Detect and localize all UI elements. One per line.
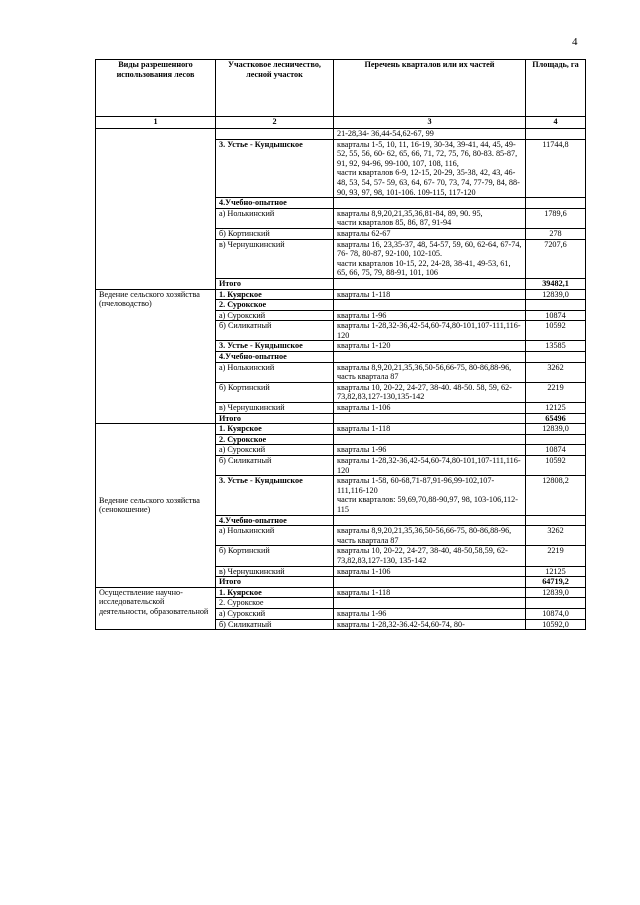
area-cell: 7207,6 [526, 239, 586, 278]
area-cell: 3262 [526, 526, 586, 546]
forestry-cell [216, 129, 334, 140]
area-cell: 12839,0 [526, 289, 586, 300]
forestry-cell: в) Чернушкинский [216, 566, 334, 577]
area-cell: 12808,2 [526, 476, 586, 515]
quarters-cell: кварталы 1-96 [334, 310, 526, 321]
area-cell: 10874 [526, 310, 586, 321]
area-cell: 2219 [526, 546, 586, 566]
quarters-cell: 21-28,34- 36,44-54,62-67, 99 [334, 129, 526, 140]
area-cell: 10592,0 [526, 619, 586, 630]
forestry-cell: а) Нолькинский [216, 526, 334, 546]
quarters-cell [334, 598, 526, 609]
quarters-cell: кварталы 1-58, 60-68,71-87,91-96,99-102,107-111,116-120 части кварталов: 59,69,70,88-90,97, 98, 103-106,112-115 [334, 476, 526, 515]
quarters-cell: кварталы 10, 20-22, 24-27, 38-40. 48-50. 58, 59, 62-73,82,83,127-130,135-142 [334, 382, 526, 402]
area-cell: 11744,8 [526, 139, 586, 198]
quarters-cell [334, 434, 526, 445]
column-number: 1 [96, 117, 216, 129]
quarters-cell: кварталы 1-28,32-36.42-54,60-74, 80- [334, 619, 526, 630]
quarters-cell: кварталы 1-120 [334, 341, 526, 352]
area-cell [526, 598, 586, 609]
area-cell: 10592 [526, 456, 586, 476]
forestry-cell: б) Кортинский [216, 382, 334, 402]
forestry-cell: 4.Учебно-опытное [216, 515, 334, 526]
table-row [96, 129, 586, 140]
use-type-cell [96, 129, 216, 290]
area-cell [526, 300, 586, 311]
forestry-cell: а) Нолькинский [216, 208, 334, 228]
forestry-cell: а) Нолькинский [216, 362, 334, 382]
quarters-cell: кварталы 8,9,20,21,35,36,50-56,66-75, 80-86,88-96, часть квартала 87 [334, 362, 526, 382]
area-cell: 12839,0 [526, 587, 586, 598]
area-cell: 10592 [526, 321, 586, 341]
area-cell: 13585 [526, 341, 586, 352]
page-number: 4 [572, 36, 578, 48]
forestry-cell: 1. Куярское [216, 587, 334, 598]
table-row [96, 289, 586, 300]
forestry-cell: б) Силикатный [216, 619, 334, 630]
forestry-cell: 1. Куярское [216, 424, 334, 435]
header-area: Площадь, га [526, 60, 586, 117]
forestry-cell: 3. Устье - Кундышское [216, 341, 334, 352]
quarters-cell: кварталы 1-118 [334, 424, 526, 435]
area-cell [526, 352, 586, 363]
forestry-cell: Итого [216, 278, 334, 289]
forestry-cell: Итого [216, 413, 334, 424]
quarters-cell: кварталы 8,9,20,21,35,36,81-84, 89, 90. 95, части кварталов 85, 86, 87, 91-94 [334, 208, 526, 228]
table-header-row [96, 60, 586, 117]
forestry-cell: а) Сурокский [216, 445, 334, 456]
land-use-table [95, 59, 586, 630]
area-cell: 65496 [526, 413, 586, 424]
forestry-cell: 2. Сурокское [216, 300, 334, 311]
area-cell: 1789,6 [526, 208, 586, 228]
area-cell [526, 434, 586, 445]
forestry-cell: б) Силикатный [216, 321, 334, 341]
quarters-cell [334, 278, 526, 289]
area-cell: 64719,2 [526, 577, 586, 588]
forestry-cell: 2. Сурокское [216, 598, 334, 609]
area-cell [526, 129, 586, 140]
quarters-cell: кварталы 1-106 [334, 403, 526, 414]
forestry-cell: а) Сурокский [216, 608, 334, 619]
quarters-cell: кварталы 10, 20-22, 24-27, 38-40, 48-50,58,59, 62-73,82,83,127-130, 135-142 [334, 546, 526, 566]
forestry-cell: 2. Сурокское [216, 434, 334, 445]
quarters-cell [334, 577, 526, 588]
area-cell: 12839,0 [526, 424, 586, 435]
forestry-cell: 3. Устье - Кундышское [216, 139, 334, 198]
table-row [96, 587, 586, 598]
use-type-cell: Ведение сельского хозяйства (сенокошение) [96, 424, 216, 588]
forestry-cell: 4.Учебно-опытное [216, 352, 334, 363]
column-number-row [96, 117, 586, 129]
forestry-cell: 1. Куярское [216, 289, 334, 300]
quarters-cell [334, 198, 526, 209]
area-cell: 12125 [526, 403, 586, 414]
quarters-cell: кварталы 1-28,32-36,42-54,60-74,80-101,107-111,116-120 [334, 321, 526, 341]
quarters-cell [334, 300, 526, 311]
quarters-cell [334, 413, 526, 424]
area-cell: 10874 [526, 445, 586, 456]
forestry-cell: б) Кортинский [216, 546, 334, 566]
column-number: 2 [216, 117, 334, 129]
header-forestry: Участковое лесничество, лесной участок [216, 60, 334, 117]
forestry-cell: 4.Учебно-опытное [216, 198, 334, 209]
quarters-cell: кварталы 1-106 [334, 566, 526, 577]
quarters-cell: кварталы 62-67 [334, 228, 526, 239]
quarters-cell: кварталы 1-5, 10, 11, 16-19, 30-34, 39-41, 44, 45, 49-52, 55, 56, 60- 62, 65, 66, 71, 72, 75, 76, 80-83. 85-87, 91, 92, 94-96, 99-100, 107, 108, 116, части кварталов 6-9, 12-15, 20-29, 35-38, 42, 43, 46-48, 53, 54, 57- 59, 63, 64, 67- 70, 73, 74, 77-79, 84, 88-90, 93, 97, 98, 101-106. 109-115, 117-120 [334, 139, 526, 198]
quarters-cell: кварталы 8,9,20,21,35,36,50-56,66-75, 80-86,88-96, часть квартала 87 [334, 526, 526, 546]
area-cell: 3262 [526, 362, 586, 382]
quarters-cell [334, 352, 526, 363]
forestry-cell: б) Силикатный [216, 456, 334, 476]
area-cell [526, 198, 586, 209]
header-quarters: Перечень кварталов или их частей [334, 60, 526, 117]
column-number: 3 [334, 117, 526, 129]
use-type-cell: Ведение сельского хозяйства (пчеловодство) [96, 289, 216, 424]
area-cell: 12125 [526, 566, 586, 577]
area-cell [526, 515, 586, 526]
forestry-cell: Итого [216, 577, 334, 588]
forestry-cell: б) Кортинский [216, 228, 334, 239]
forestry-cell: в) Чернушкинский [216, 239, 334, 278]
area-cell: 278 [526, 228, 586, 239]
quarters-cell: кварталы 1-96 [334, 608, 526, 619]
forestry-cell: а) Сурокский [216, 310, 334, 321]
header-use-type: Виды разрешенного использования лесов [96, 60, 216, 117]
quarters-cell: кварталы 16, 23,35-37, 48, 54-57, 59, 60, 62-64, 67-74, 76- 78, 80-87, 92-100, 102-105. части кварталов 10-15, 22, 24-28, 38-41, 49-53, 61, 65, 66, 75, 79, 88-91, 101, 106 [334, 239, 526, 278]
area-cell: 2219 [526, 382, 586, 402]
quarters-cell: кварталы 1-118 [334, 587, 526, 598]
forestry-cell: в) Чернушкинский [216, 403, 334, 414]
column-number: 4 [526, 117, 586, 129]
quarters-cell: кварталы 1-118 [334, 289, 526, 300]
area-cell: 10874,0 [526, 608, 586, 619]
table-row [96, 424, 586, 435]
quarters-cell: кварталы 1-96 [334, 445, 526, 456]
quarters-cell [334, 515, 526, 526]
use-type-cell: Осуществление научно-исследовательской деятельности, образовательной [96, 587, 216, 629]
forestry-cell: 3. Устье - Кундышское [216, 476, 334, 515]
quarters-cell: кварталы 1-28,32-36,42-54,60-74,80-101,107-111,116-120 [334, 456, 526, 476]
area-cell: 39482,1 [526, 278, 586, 289]
